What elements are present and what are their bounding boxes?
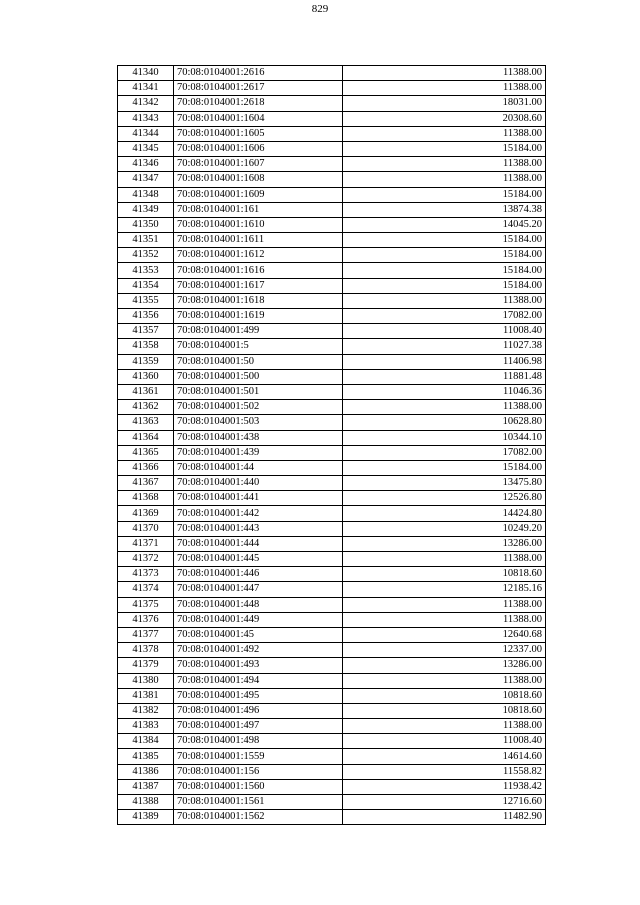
table-row (118, 612, 546, 627)
cadastral-number-cell: 70:08:0104001:444 (174, 536, 343, 551)
table-row (118, 309, 546, 324)
cadastral-number-cell: 70:08:0104001:2616 (174, 66, 343, 81)
cadastral-number-cell: 70:08:0104001:156 (174, 764, 343, 779)
cadastral-number-cell: 70:08:0104001:495 (174, 688, 343, 703)
value-cell: 10818.60 (343, 688, 546, 703)
cadastral-number-cell: 70:08:0104001:1562 (174, 810, 343, 825)
table-row (118, 66, 546, 81)
row-number-cell: 41368 (118, 491, 174, 506)
value-cell: 15184.00 (343, 187, 546, 202)
row-number-cell: 41364 (118, 430, 174, 445)
value-cell: 11388.00 (343, 293, 546, 308)
table-row (118, 111, 546, 126)
row-number-cell: 41342 (118, 96, 174, 111)
page-number: 829 (311, 3, 329, 15)
table-row (118, 810, 546, 825)
table-row (118, 248, 546, 263)
value-cell: 11881.48 (343, 369, 546, 384)
row-number-cell: 41356 (118, 309, 174, 324)
row-number-cell: 41353 (118, 263, 174, 278)
row-number-cell: 41371 (118, 536, 174, 551)
row-number-cell: 41375 (118, 597, 174, 612)
row-number-cell: 41360 (118, 369, 174, 384)
table-row (118, 719, 546, 734)
cadastral-number-cell: 70:08:0104001:1604 (174, 111, 343, 126)
cadastral-number-cell: 70:08:0104001:446 (174, 567, 343, 582)
value-cell: 20308.60 (343, 111, 546, 126)
table-row (118, 734, 546, 749)
table-row (118, 187, 546, 202)
value-cell: 11558.82 (343, 764, 546, 779)
value-cell: 18031.00 (343, 96, 546, 111)
value-cell: 11388.00 (343, 612, 546, 627)
row-number-cell: 41341 (118, 81, 174, 96)
value-cell: 14424.80 (343, 506, 546, 521)
value-cell: 15184.00 (343, 233, 546, 248)
value-cell: 11008.40 (343, 734, 546, 749)
value-cell: 10249.20 (343, 521, 546, 536)
value-cell: 11482.90 (343, 810, 546, 825)
row-number-cell: 41378 (118, 643, 174, 658)
row-number-cell: 41346 (118, 157, 174, 172)
row-number-cell: 41365 (118, 445, 174, 460)
cadastral-number-cell: 70:08:0104001:1617 (174, 278, 343, 293)
table-row (118, 491, 546, 506)
cadastral-number-cell: 70:08:0104001:448 (174, 597, 343, 612)
row-number-cell: 41362 (118, 400, 174, 415)
row-number-cell: 41354 (118, 278, 174, 293)
table-row (118, 293, 546, 308)
cadastral-number-cell: 70:08:0104001:1610 (174, 217, 343, 232)
value-cell: 10344.10 (343, 430, 546, 445)
row-number-cell: 41340 (118, 66, 174, 81)
cadastral-number-cell: 70:08:0104001:1561 (174, 795, 343, 810)
table-row (118, 141, 546, 156)
table-row (118, 460, 546, 475)
table-row (118, 506, 546, 521)
cadastral-number-cell: 70:08:0104001:1619 (174, 309, 343, 324)
cadastral-number-cell: 70:08:0104001:439 (174, 445, 343, 460)
row-number-cell: 41351 (118, 233, 174, 248)
value-cell: 13286.00 (343, 658, 546, 673)
cadastral-number-cell: 70:08:0104001:44 (174, 460, 343, 475)
table-row (118, 369, 546, 384)
cadastral-number-cell: 70:08:0104001:1608 (174, 172, 343, 187)
cadastral-number-cell: 70:08:0104001:5 (174, 339, 343, 354)
table-row (118, 552, 546, 567)
value-cell: 11388.00 (343, 172, 546, 187)
value-cell: 12716.60 (343, 795, 546, 810)
row-number-cell: 41383 (118, 719, 174, 734)
table-row (118, 339, 546, 354)
table-row (118, 263, 546, 278)
value-cell: 12185.16 (343, 582, 546, 597)
row-number-cell: 41370 (118, 521, 174, 536)
cadastral-number-cell: 70:08:0104001:1611 (174, 233, 343, 248)
value-cell: 11388.00 (343, 719, 546, 734)
value-cell: 10818.60 (343, 567, 546, 582)
row-number-cell: 41343 (118, 111, 174, 126)
value-cell: 11388.00 (343, 81, 546, 96)
row-number-cell: 41355 (118, 293, 174, 308)
cadastral-number-cell: 70:08:0104001:1606 (174, 141, 343, 156)
row-number-cell: 41361 (118, 384, 174, 399)
row-number-cell: 41389 (118, 810, 174, 825)
row-number-cell: 41374 (118, 582, 174, 597)
value-cell: 12640.68 (343, 627, 546, 642)
table-row (118, 597, 546, 612)
table-row (118, 202, 546, 217)
value-cell: 11388.00 (343, 673, 546, 688)
cadastral-number-cell: 70:08:0104001:161 (174, 202, 343, 217)
row-number-cell: 41357 (118, 324, 174, 339)
table-row (118, 445, 546, 460)
row-number-cell: 41387 (118, 779, 174, 794)
value-cell: 14614.60 (343, 749, 546, 764)
cadastral-number-cell: 70:08:0104001:492 (174, 643, 343, 658)
table-row (118, 795, 546, 810)
row-number-cell: 41372 (118, 552, 174, 567)
cadastral-number-cell: 70:08:0104001:2617 (174, 81, 343, 96)
row-number-cell: 41350 (118, 217, 174, 232)
value-cell: 11388.00 (343, 400, 546, 415)
table-row (118, 521, 546, 536)
cadastral-number-cell: 70:08:0104001:440 (174, 476, 343, 491)
row-number-cell: 41377 (118, 627, 174, 642)
cadastral-number-cell: 70:08:0104001:443 (174, 521, 343, 536)
table-row (118, 430, 546, 445)
row-number-cell: 41366 (118, 460, 174, 475)
value-cell: 11388.00 (343, 597, 546, 612)
table-row (118, 217, 546, 232)
value-cell: 17082.00 (343, 445, 546, 460)
table-row (118, 688, 546, 703)
value-cell: 11406.98 (343, 354, 546, 369)
cadastral-number-cell: 70:08:0104001:496 (174, 703, 343, 718)
value-cell: 11008.40 (343, 324, 546, 339)
value-cell: 10818.60 (343, 703, 546, 718)
value-cell: 11027.38 (343, 339, 546, 354)
cadastral-number-cell: 70:08:0104001:1605 (174, 126, 343, 141)
cadastral-number-cell: 70:08:0104001:493 (174, 658, 343, 673)
value-cell: 11388.00 (343, 552, 546, 567)
cadastral-number-cell: 70:08:0104001:45 (174, 627, 343, 642)
table-row (118, 278, 546, 293)
cadastral-number-cell: 70:08:0104001:1616 (174, 263, 343, 278)
table-row (118, 324, 546, 339)
table-row (118, 384, 546, 399)
row-number-cell: 41367 (118, 476, 174, 491)
value-cell: 15184.00 (343, 263, 546, 278)
table-row (118, 354, 546, 369)
cadastral-number-cell: 70:08:0104001:442 (174, 506, 343, 521)
cadastral-number-cell: 70:08:0104001:445 (174, 552, 343, 567)
cadastral-number-cell: 70:08:0104001:449 (174, 612, 343, 627)
cadastral-number-cell: 70:08:0104001:1607 (174, 157, 343, 172)
value-cell: 15184.00 (343, 248, 546, 263)
table-row (118, 582, 546, 597)
row-number-cell: 41347 (118, 172, 174, 187)
row-number-cell: 41385 (118, 749, 174, 764)
cadastral-number-cell: 70:08:0104001:502 (174, 400, 343, 415)
value-cell: 17082.00 (343, 309, 546, 324)
table-row (118, 233, 546, 248)
row-number-cell: 41381 (118, 688, 174, 703)
table-row (118, 764, 546, 779)
cadastral-number-cell: 70:08:0104001:494 (174, 673, 343, 688)
cadastral-number-cell: 70:08:0104001:1609 (174, 187, 343, 202)
cadastral-number-cell: 70:08:0104001:498 (174, 734, 343, 749)
row-number-cell: 41386 (118, 764, 174, 779)
table-row (118, 476, 546, 491)
cadastral-number-cell: 70:08:0104001:441 (174, 491, 343, 506)
row-number-cell: 41344 (118, 126, 174, 141)
value-cell: 12337.00 (343, 643, 546, 658)
value-cell: 15184.00 (343, 278, 546, 293)
cadastral-number-cell: 70:08:0104001:1559 (174, 749, 343, 764)
value-cell: 11938.42 (343, 779, 546, 794)
row-number-cell: 41373 (118, 567, 174, 582)
table-row (118, 96, 546, 111)
row-number-cell: 41388 (118, 795, 174, 810)
row-number-cell: 41380 (118, 673, 174, 688)
row-number-cell: 41384 (118, 734, 174, 749)
row-number-cell: 41358 (118, 339, 174, 354)
value-cell: 11388.00 (343, 66, 546, 81)
row-number-cell: 41382 (118, 703, 174, 718)
value-cell: 11388.00 (343, 126, 546, 141)
cadastral-number-cell: 70:08:0104001:500 (174, 369, 343, 384)
table-row (118, 400, 546, 415)
value-cell: 14045.20 (343, 217, 546, 232)
table-row (118, 172, 546, 187)
table-row (118, 536, 546, 551)
value-cell: 13874.38 (343, 202, 546, 217)
cadastral-value-table (117, 65, 546, 825)
cadastral-number-cell: 70:08:0104001:2618 (174, 96, 343, 111)
value-cell: 11046.36 (343, 384, 546, 399)
table-row (118, 643, 546, 658)
value-cell: 12526.80 (343, 491, 546, 506)
row-number-cell: 41349 (118, 202, 174, 217)
cadastral-number-cell: 70:08:0104001:447 (174, 582, 343, 597)
row-number-cell: 41379 (118, 658, 174, 673)
cadastral-number-cell: 70:08:0104001:1612 (174, 248, 343, 263)
cadastral-number-cell: 70:08:0104001:503 (174, 415, 343, 430)
table-row (118, 749, 546, 764)
row-number-cell: 41369 (118, 506, 174, 521)
table-row (118, 703, 546, 718)
row-number-cell: 41348 (118, 187, 174, 202)
row-number-cell: 41345 (118, 141, 174, 156)
cadastral-number-cell: 70:08:0104001:50 (174, 354, 343, 369)
value-cell: 10628.80 (343, 415, 546, 430)
row-number-cell: 41359 (118, 354, 174, 369)
value-cell: 13286.00 (343, 536, 546, 551)
cadastral-number-cell: 70:08:0104001:1560 (174, 779, 343, 794)
table-row (118, 157, 546, 172)
value-cell: 13475.80 (343, 476, 546, 491)
row-number-cell: 41363 (118, 415, 174, 430)
value-cell: 11388.00 (343, 157, 546, 172)
table-row (118, 779, 546, 794)
table-body (118, 66, 546, 825)
value-cell: 15184.00 (343, 141, 546, 156)
cadastral-number-cell: 70:08:0104001:497 (174, 719, 343, 734)
table-row (118, 673, 546, 688)
cadastral-number-cell: 70:08:0104001:501 (174, 384, 343, 399)
row-number-cell: 41352 (118, 248, 174, 263)
table-row (118, 126, 546, 141)
table-row (118, 415, 546, 430)
table-row (118, 567, 546, 582)
cadastral-number-cell: 70:08:0104001:1618 (174, 293, 343, 308)
row-number-cell: 41376 (118, 612, 174, 627)
table-row (118, 658, 546, 673)
value-cell: 15184.00 (343, 460, 546, 475)
table-row (118, 81, 546, 96)
cadastral-number-cell: 70:08:0104001:438 (174, 430, 343, 445)
table-row (118, 627, 546, 642)
cadastral-number-cell: 70:08:0104001:499 (174, 324, 343, 339)
